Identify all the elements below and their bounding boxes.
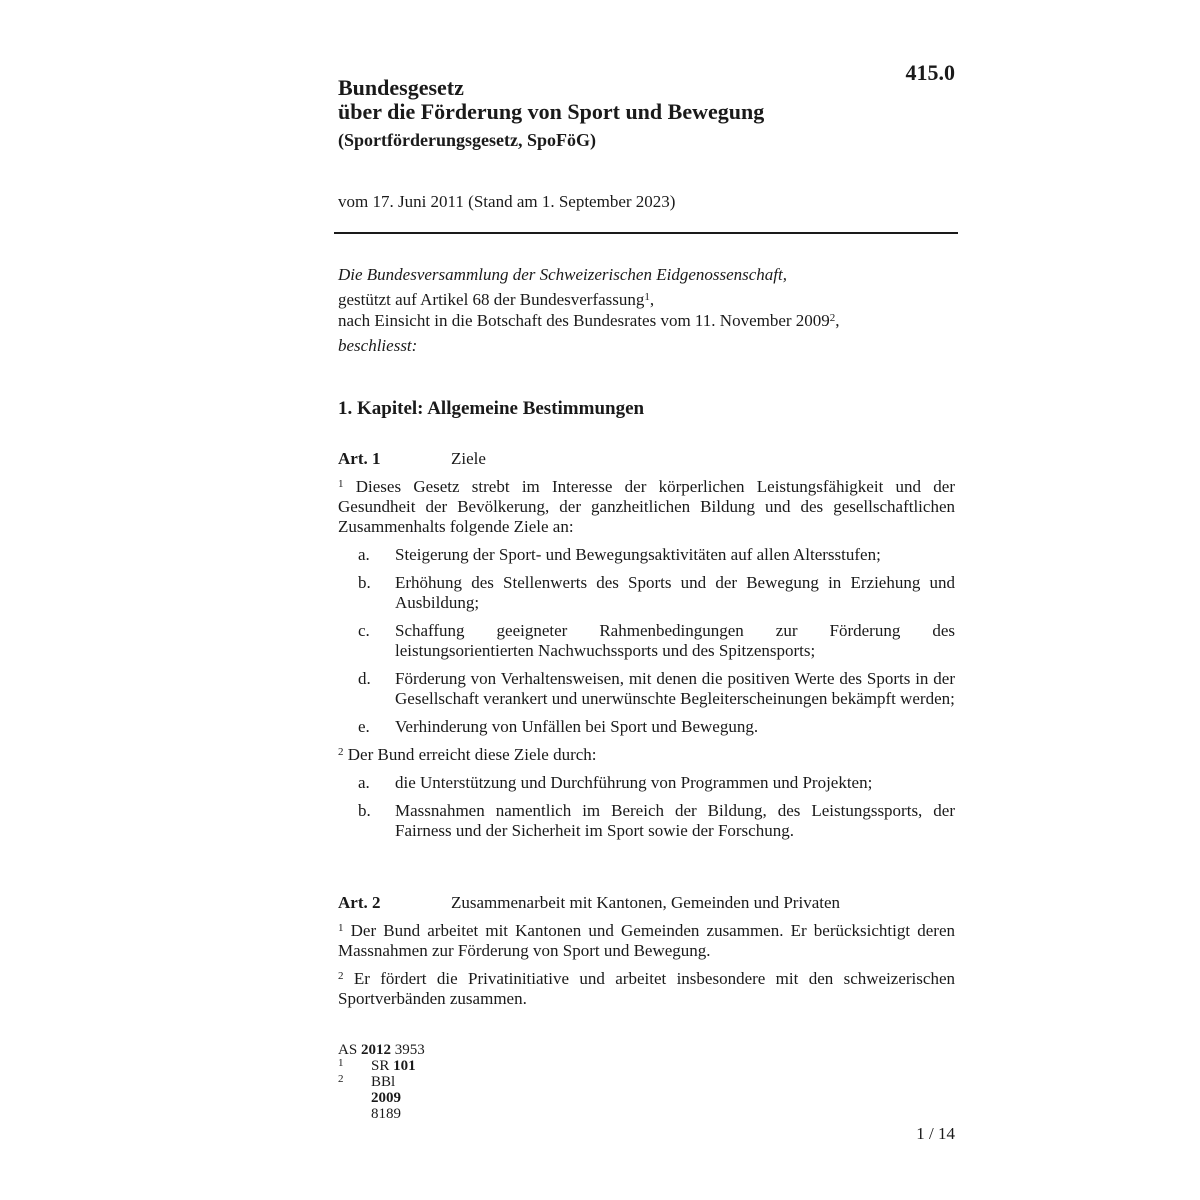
footnote-1 [338,1058,425,1074]
list-item-text: Förderung von Verhaltensweisen, mit denen die positiven Werte des Sports in der Gesellschaft verankert und unerwünschte Begleiterscheinungen bekämpft werden; [395,669,955,708]
article-2-title: Zusammenarbeit mit Kantonen, Gemeinden und Privaten [451,893,841,912]
footnote-1-text: SR 101 [371,1058,416,1074]
list-item-label: d. [358,669,371,688]
list-item-text: Erhöhung des Stellenwerts des Sports und der Bewegung in Erziehung und Ausbildung; [395,573,955,612]
law-title [338,76,764,124]
list-item-label: e. [358,717,370,736]
list-item [338,545,955,565]
list-item [338,573,955,613]
article-1-heading [338,449,955,471]
list-item-text: Schaffung geeigneter Rahmenbedingungen zur Förderung des leistungsorientierten Nachwuchssports und des Spitzensports; [395,621,955,660]
page-number: 1 / 14 [916,1124,955,1143]
article-1-list-2 [338,773,955,841]
list-item-text: Verhinderung von Unfällen bei Sport und Bewegung. [395,717,759,736]
preamble [338,264,958,356]
preamble-botschaft: nach Einsicht in die Botschaft des Bundesrates vom 11. November 2009$^2$, [338,311,840,330]
footnote-as: AS 2012 3953 [338,1042,425,1058]
article-1-list-1 [338,545,955,737]
list-item-text: Steigerung der Sport- und Bewegungsaktivitäten auf allen Altersstufen; [395,545,881,564]
list-item-text: die Unterstützung und Durchführung von Programmen und Projekten; [395,773,873,792]
article-1-title: Ziele [451,449,486,468]
footnote-ref-2[interactable]: 2 [829,312,836,324]
law-subtitle: (Sportförderungsgesetz, SpoFöG) [338,130,596,150]
law-title-line1: Bundesgesetz [338,75,464,100]
list-item [338,621,955,661]
header-divider [334,232,958,234]
law-date: vom 17. Juni 2011 (Stand am 1. September 2023) [338,192,676,211]
chapter-heading: 1. Kapitel: Allgemeine Bestimmungen [338,398,645,419]
list-item-label: c. [358,621,370,640]
footnote-1-number: 1 [338,1057,344,1069]
law-title-line2: über die Förderung von Sport und Bewegung [338,99,765,124]
article-1-paragraph-2: $^2$ Der Bund erreicht diese Ziele durch: [338,745,597,764]
preamble-assembly: Die Bundesversammlung der Schweizerischen Eidgenossenschaft, [338,265,787,284]
list-item [338,801,955,841]
list-item-text: Massnahmen namentlich im Bereich der Bildung, des Leistungssports, der Fairness und der Sicherheit im Sport sowie der Forschung. [395,801,955,840]
preamble-decides: beschliesst: [338,336,418,355]
preamble-basis: gestützt auf Artikel 68 der Bundesverfassung$^1$, [338,290,655,309]
footnotes [338,1042,425,1122]
article-1-paragraph-1: $^1$ Dieses Gesetz strebt im Interesse der körperlichen Leistungsfähigkeit und der Gesundheit der Bevölkerung, der ganzheitlichen Bildung und des gesellschaftlichen Zusammenhalts folgende Ziele an: [338,477,955,536]
article-2-paragraph-1: $^1$ Der Bund arbeitet mit Kantonen und Gemeinden zusammen. Er berücksichtigt deren Massnahmen zur Förderung von Sport und Bewegung. [338,921,955,960]
list-item-label: a. [358,545,370,564]
sr-number: 415.0 [905,60,955,85]
article-2-paragraph-2: $^2$ Er fördert die Privatinitiative und arbeitet insbesondere mit den schweizerischen Sportverbänden zusammen. [338,969,955,1008]
footnote-2-text: BBl 2009 8189 [371,1074,401,1122]
footnote-2-number: 2 [338,1073,344,1085]
list-item-label: a. [358,773,370,792]
list-item [338,669,955,709]
footnote-2 [338,1073,425,1122]
list-item-label: b. [358,573,371,592]
article-1 [338,449,955,841]
article-2 [338,893,955,1009]
footnote-ref-1[interactable]: 1 [644,291,650,303]
list-item [338,773,955,793]
article-2-number: Art. 2 [338,893,381,912]
article-2-heading [338,893,955,915]
article-1-number: Art. 1 [338,449,381,468]
list-item-label: b. [358,801,371,820]
list-item [338,717,955,737]
